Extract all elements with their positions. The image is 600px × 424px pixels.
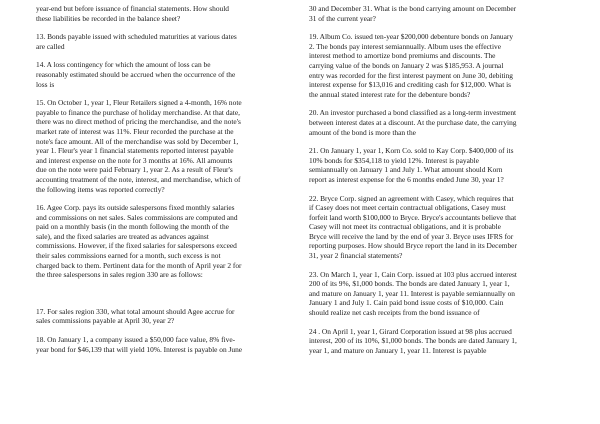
question-18: 18. On January 1, a company issued a $50,000 face value, 8% five- year bond for $46,139 that will yield 10%. Interest is payable on June [36,335,243,354]
question-19: 19. Album Co. issued ten-year $200,000 debenture bonds on January 2. The bonds pay interest semiannually. Album uses the effective interest method to amortize bond premiums and discounts. The carrying value of the bonds on January 2 was $185,953. A journal entry was recorded for the first interest payment on June 30, debiting interest expense for $13,016 and crediting cash for $12,000. What is the annual stated interest rate for the debenture bonds? [309,32,514,99]
paragraph-continuation-12: year-end but before issuance of financial statements. How should these liabilities be recorded in the balance sheet? [36,4,229,23]
question-24: 24 . On April 1, year 1, Girard Corporation issued at 98 plus accrued interest, 200 of its 10%, $1,000 bonds. The bonds are dated January 1, year 1, and mature on January 1, year 11. Interest is payable [309,326,517,355]
question-23: 23. On March 1, year 1, Cain Corp. issued at 103 plus accrued interest 200 of its 9%, $1,000 bonds. The bonds are dated January 1, year 1, and mature on January 1, year 11. Interest is payable semiannually on January 1 and July 1. Cain paid bond issue costs of $10,000. Cain should realize net cash receipts from the bond issuance of [309,269,517,318]
question-22: 22. Bryce Corp. signed an agreement with Casey, which requires that if Casey does not meet certain contractual obligations, Casey must forfeit land worth $100,000 to Bryce. Bryce's accountants believe that Casey will not meet its contractual obligations, and it is probable Bryce will receive the land by the end of year 3. Bryce uses IFRS for reporting purposes. How should Bryce report the land in its December 31, year 2 financial statements? [309,193,517,261]
question-14: 14. A loss contingency for which the amount of loss can be reasonably estimated should be accrued when the occurrence of the loss is [36,60,236,89]
question-15: 15. On October 1, year 1, Fleur Retailers signed a 4-month, 16% note payable to finance the purchase of holiday merchandise. At that date, there was no direct method of pricing the merchandise, and the note's market rate of interest was 11%. Fleur recorded the purchase at the note's face amount. All of the merchandise was sold by December 1, year 1. Fleur's year 1 financial statements reported interest payable and interest expense on the note for 3 months at 16%. All amounts due on the note were paid February 1, year 2. As a result of Fleur's accounting treatment of the note, interest, and merchandise, which of the following items was reported correctly? [36,98,242,194]
question-17: 17. For sales region 330, what total amount should Agee accrue for sales commissions payable at April 30, year 2? [36,306,235,326]
paragraph-continuation-18: 30 and December 31. What is the bond carrying amount on December 31 of the current year? [309,4,517,23]
question-20: 20. An investor purchased a bond classified as a long-term investment between interest dates at a discount. At the purchase date, the carrying amount of the bond is more than the [309,108,517,137]
question-21: 21. On January 1, year 1, Korn Co. sold to Kay Corp. $400,000 of its 10% bonds for $354,118 to yield 12%. Interest is payable semiannually on January 1 and July 1. What amount should Korn report as interest expense for the 6 months ended June 30, year 1? [309,146,514,184]
question-16: 16. Agee Corp. pays its outside salespersons fixed monthly salaries and commissions on net sales. Sales commissions are computed and paid on a monthly basis (in the month following the month of the sale), and the fixed salaries are treated as advances against commissions. However, if the fixed salaries for salespersons exceed their sales commissions earned for a month, such excess is not charged back to them. Pertinent data for the month of April year 2 for the three salespersons in sales region 330 are as follows: [36,203,242,280]
right-column [309,4,579,355]
left-column [36,4,306,354]
question-13: 13. Bonds payable issued with scheduled maturities at various dates are called [36,32,237,51]
